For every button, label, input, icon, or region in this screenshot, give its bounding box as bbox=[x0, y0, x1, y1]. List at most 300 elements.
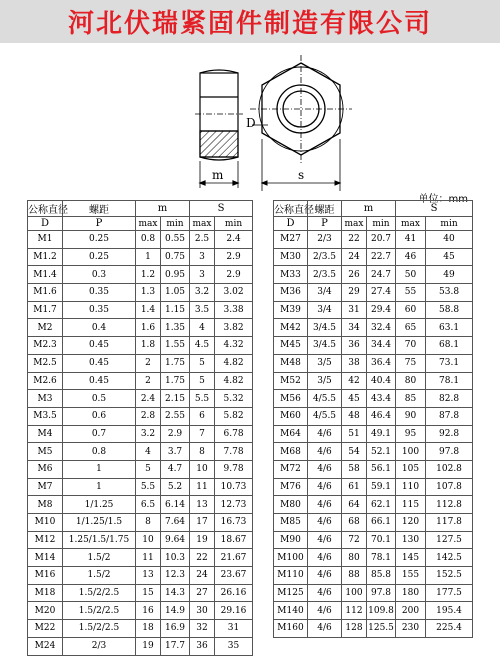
cell-s-max: 180 bbox=[396, 584, 426, 602]
cell-nominal-diameter: M90 bbox=[274, 531, 308, 549]
cell-pitch: 1 bbox=[63, 460, 136, 478]
cell-nominal-diameter: M5 bbox=[28, 443, 63, 461]
unit-label: 单位：mm bbox=[418, 194, 468, 205]
cell-m-min: 2.9 bbox=[161, 425, 190, 443]
cell-s-max: 60 bbox=[396, 301, 426, 319]
dim-m-label: m bbox=[212, 168, 224, 182]
cell-nominal-diameter: M20 bbox=[28, 602, 63, 620]
cell-s-max: 7 bbox=[190, 425, 215, 443]
cell-m-max: 29 bbox=[342, 284, 367, 302]
cell-s-max: 30 bbox=[190, 602, 215, 620]
cell-m-min: 14.3 bbox=[161, 584, 190, 602]
cell-s-min: 9.78 bbox=[215, 460, 253, 478]
cell-pitch: 4/5.5 bbox=[308, 407, 342, 425]
cell-m-max: 72 bbox=[342, 531, 367, 549]
table-row bbox=[274, 620, 473, 638]
cell-m-max: 2.8 bbox=[136, 407, 161, 425]
cell-m-min: 70.1 bbox=[367, 531, 396, 549]
cell-m-max: 1 bbox=[136, 248, 161, 266]
cell-pitch: 0.8 bbox=[63, 443, 136, 461]
col-D: D bbox=[28, 217, 63, 231]
cell-m-min: 7.64 bbox=[161, 514, 190, 532]
cell-m-min: 2.15 bbox=[161, 390, 190, 408]
cell-s-max: 27 bbox=[190, 584, 215, 602]
cell-m-max: 6.5 bbox=[136, 496, 161, 514]
cell-nominal-diameter: M48 bbox=[274, 354, 308, 372]
cell-pitch: 1.5/2/2.5 bbox=[63, 620, 136, 638]
cell-s-max: 130 bbox=[396, 531, 426, 549]
cell-s-min: 3.38 bbox=[215, 301, 253, 319]
col-pitch: 螺距 bbox=[63, 201, 136, 217]
cell-m-min: 32.4 bbox=[367, 319, 396, 337]
cell-s-min: 12.73 bbox=[215, 496, 253, 514]
cell-nominal-diameter: M36 bbox=[274, 284, 308, 302]
cell-s-max: 90 bbox=[396, 407, 426, 425]
table-row bbox=[28, 514, 253, 532]
col-m: m bbox=[342, 201, 396, 217]
cell-s-max: 41 bbox=[396, 231, 426, 249]
cell-m-max: 80 bbox=[342, 549, 367, 567]
table-row bbox=[28, 407, 253, 425]
cell-nominal-diameter: M14 bbox=[28, 549, 63, 567]
cell-m-max: 34 bbox=[342, 319, 367, 337]
company-banner bbox=[0, 0, 500, 43]
col-m-min: min bbox=[367, 217, 396, 231]
cell-m-min: 1.05 bbox=[161, 284, 190, 302]
cell-s-min: 2.9 bbox=[215, 248, 253, 266]
cell-m-max: 26 bbox=[342, 266, 367, 284]
cell-s-min: 68.1 bbox=[426, 337, 473, 355]
cell-m-max: 18 bbox=[136, 620, 161, 638]
cell-nominal-diameter: M10 bbox=[28, 514, 63, 532]
cell-m-max: 54 bbox=[342, 443, 367, 461]
table-row bbox=[274, 549, 473, 567]
cell-s-max: 6 bbox=[190, 407, 215, 425]
table-row bbox=[28, 443, 253, 461]
cell-m-min: 62.1 bbox=[367, 496, 396, 514]
cell-s-min: 49 bbox=[426, 266, 473, 284]
table-row bbox=[28, 460, 253, 478]
table-row bbox=[28, 284, 253, 302]
cell-pitch: 2/3 bbox=[308, 231, 342, 249]
col-nominal: 公称直径 bbox=[274, 201, 308, 217]
cell-s-max: 75 bbox=[396, 354, 426, 372]
cell-m-max: 88 bbox=[342, 567, 367, 585]
cell-m-min: 1.15 bbox=[161, 301, 190, 319]
cell-pitch: 0.35 bbox=[63, 301, 136, 319]
cell-m-min: 1.55 bbox=[161, 337, 190, 355]
cell-nominal-diameter: M1.7 bbox=[28, 301, 63, 319]
cell-s-max: 24 bbox=[190, 567, 215, 585]
cell-s-max: 3.5 bbox=[190, 301, 215, 319]
cell-s-min: 53.8 bbox=[426, 284, 473, 302]
cell-pitch: 0.6 bbox=[63, 407, 136, 425]
cell-pitch: 3/4 bbox=[308, 284, 342, 302]
cell-s-max: 3.2 bbox=[190, 284, 215, 302]
cell-pitch: 4/6 bbox=[308, 425, 342, 443]
cell-pitch: 0.45 bbox=[63, 354, 136, 372]
cell-m-max: 4 bbox=[136, 443, 161, 461]
table-row bbox=[274, 567, 473, 585]
cell-m-min: 5.2 bbox=[161, 478, 190, 496]
cell-s-max: 4 bbox=[190, 319, 215, 337]
table-row bbox=[28, 354, 253, 372]
cell-pitch: 4/5.5 bbox=[308, 390, 342, 408]
cell-nominal-diameter: M85 bbox=[274, 514, 308, 532]
cell-m-min: 4.7 bbox=[161, 460, 190, 478]
table-row bbox=[274, 602, 473, 620]
cell-pitch: 4/6 bbox=[308, 496, 342, 514]
cell-m-min: 22.7 bbox=[367, 248, 396, 266]
cell-pitch: 4/6 bbox=[308, 549, 342, 567]
table-row bbox=[28, 390, 253, 408]
cell-pitch: 3/4 bbox=[308, 301, 342, 319]
hex-nut-drawing bbox=[0, 43, 500, 193]
cell-pitch: 0.35 bbox=[63, 284, 136, 302]
table-row bbox=[274, 531, 473, 549]
cell-nominal-diameter: M160 bbox=[274, 620, 308, 638]
cell-m-min: 1.75 bbox=[161, 372, 190, 390]
table-row bbox=[274, 460, 473, 478]
cell-m-max: 128 bbox=[342, 620, 367, 638]
cell-m-min: 78.1 bbox=[367, 549, 396, 567]
cell-nominal-diameter: M30 bbox=[274, 248, 308, 266]
cell-pitch: 3/5 bbox=[308, 372, 342, 390]
table-row bbox=[28, 496, 253, 514]
cell-nominal-diameter: M6 bbox=[28, 460, 63, 478]
table-row bbox=[28, 567, 253, 585]
cell-m-max: 64 bbox=[342, 496, 367, 514]
cell-s-min: 6.78 bbox=[215, 425, 253, 443]
dim-D-label: D bbox=[246, 116, 256, 130]
cell-s-min: 142.5 bbox=[426, 549, 473, 567]
cell-m-min: 1.35 bbox=[161, 319, 190, 337]
cell-nominal-diameter: M7 bbox=[28, 478, 63, 496]
cell-pitch: 2/3.5 bbox=[308, 248, 342, 266]
cell-s-max: 95 bbox=[396, 425, 426, 443]
table-row bbox=[28, 602, 253, 620]
cell-pitch: 1.5/2/2.5 bbox=[63, 584, 136, 602]
cell-m-max: 1.8 bbox=[136, 337, 161, 355]
col-pitch: 螺距 bbox=[308, 201, 342, 217]
table-row bbox=[274, 443, 473, 461]
cell-nominal-diameter: M2.6 bbox=[28, 372, 63, 390]
cell-m-max: 8 bbox=[136, 514, 161, 532]
cell-s-max: 100 bbox=[396, 443, 426, 461]
cell-m-max: 24 bbox=[342, 248, 367, 266]
cell-s-min: 73.1 bbox=[426, 354, 473, 372]
cell-nominal-diameter: M80 bbox=[274, 496, 308, 514]
cell-m-max: 3.2 bbox=[136, 425, 161, 443]
cell-pitch: 1.5/2/2.5 bbox=[63, 602, 136, 620]
cell-s-max: 11 bbox=[190, 478, 215, 496]
dim-s-label: s bbox=[298, 168, 305, 182]
cell-s-max: 46 bbox=[396, 248, 426, 266]
cell-s-max: 13 bbox=[190, 496, 215, 514]
table-row bbox=[28, 531, 253, 549]
cell-m-min: 2.55 bbox=[161, 407, 190, 425]
cell-m-min: 0.95 bbox=[161, 266, 190, 284]
cell-s-min: 4.32 bbox=[215, 337, 253, 355]
cell-s-max: 5 bbox=[190, 372, 215, 390]
cell-nominal-diameter: M140 bbox=[274, 602, 308, 620]
cell-nominal-diameter: M2.3 bbox=[28, 337, 63, 355]
cell-nominal-diameter: M2 bbox=[28, 319, 63, 337]
table-row bbox=[274, 407, 473, 425]
cell-nominal-diameter: M68 bbox=[274, 443, 308, 461]
cell-pitch: 4/6 bbox=[308, 531, 342, 549]
cell-m-max: 2.4 bbox=[136, 390, 161, 408]
cell-pitch: 1/1.25 bbox=[63, 496, 136, 514]
table-row bbox=[274, 284, 473, 302]
cell-m-max: 2 bbox=[136, 354, 161, 372]
cell-m-max: 22 bbox=[342, 231, 367, 249]
cell-s-max: 2.5 bbox=[190, 231, 215, 249]
cell-s-min: 3.82 bbox=[215, 319, 253, 337]
cell-m-max: 38 bbox=[342, 354, 367, 372]
table-row bbox=[274, 248, 473, 266]
cell-pitch: 4/6 bbox=[308, 602, 342, 620]
cell-pitch: 2/3 bbox=[63, 637, 136, 655]
cell-s-min: 102.8 bbox=[426, 460, 473, 478]
cell-m-max: 36 bbox=[342, 337, 367, 355]
cell-s-max: 70 bbox=[396, 337, 426, 355]
company-name: 河北伏瑞紧固件制造有限公司 bbox=[67, 9, 432, 39]
cell-s-min: 58.8 bbox=[426, 301, 473, 319]
col-P: P bbox=[308, 217, 342, 231]
cell-m-max: 5 bbox=[136, 460, 161, 478]
cell-nominal-diameter: M1 bbox=[28, 231, 63, 249]
table-row bbox=[28, 620, 253, 638]
cell-nominal-diameter: M3 bbox=[28, 390, 63, 408]
cell-pitch: 3/4.5 bbox=[308, 337, 342, 355]
cell-pitch: 4/6 bbox=[308, 567, 342, 585]
cell-s-max: 8 bbox=[190, 443, 215, 461]
cell-s-min: 5.82 bbox=[215, 407, 253, 425]
table-row bbox=[274, 301, 473, 319]
cell-s-min: 35 bbox=[215, 637, 253, 655]
cell-m-min: 34.4 bbox=[367, 337, 396, 355]
cell-m-max: 10 bbox=[136, 531, 161, 549]
cell-m-max: 1.6 bbox=[136, 319, 161, 337]
cell-m-max: 100 bbox=[342, 584, 367, 602]
cell-nominal-diameter: M16 bbox=[28, 567, 63, 585]
cell-pitch: 0.5 bbox=[63, 390, 136, 408]
cell-nominal-diameter: M12 bbox=[28, 531, 63, 549]
cell-s-min: 26.16 bbox=[215, 584, 253, 602]
col-s-min: min bbox=[426, 217, 473, 231]
table-row bbox=[28, 584, 253, 602]
spec-table-left bbox=[27, 200, 253, 656]
cell-m-min: 10.3 bbox=[161, 549, 190, 567]
cell-pitch: 4/6 bbox=[308, 514, 342, 532]
cell-nominal-diameter: M27 bbox=[274, 231, 308, 249]
cell-nominal-diameter: M64 bbox=[274, 425, 308, 443]
cell-m-max: 58 bbox=[342, 460, 367, 478]
cell-s-max: 65 bbox=[396, 319, 426, 337]
col-P: P bbox=[63, 217, 136, 231]
cell-s-min: 78.1 bbox=[426, 372, 473, 390]
cell-m-min: 66.1 bbox=[367, 514, 396, 532]
cell-m-min: 6.14 bbox=[161, 496, 190, 514]
cell-s-max: 3 bbox=[190, 266, 215, 284]
cell-pitch: 4/6 bbox=[308, 620, 342, 638]
cell-m-min: 3.7 bbox=[161, 443, 190, 461]
cell-m-max: 61 bbox=[342, 478, 367, 496]
cell-m-min: 52.1 bbox=[367, 443, 396, 461]
cell-nominal-diameter: M125 bbox=[274, 584, 308, 602]
cell-m-min: 24.7 bbox=[367, 266, 396, 284]
table-row bbox=[28, 319, 253, 337]
table-row bbox=[28, 231, 253, 249]
cell-nominal-diameter: M1.6 bbox=[28, 284, 63, 302]
cell-m-max: 42 bbox=[342, 372, 367, 390]
cell-s-min: 117.8 bbox=[426, 514, 473, 532]
cell-m-min: 56.1 bbox=[367, 460, 396, 478]
cell-pitch: 0.25 bbox=[63, 248, 136, 266]
cell-s-max: 5 bbox=[190, 354, 215, 372]
cell-nominal-diameter: M110 bbox=[274, 567, 308, 585]
table-row bbox=[274, 266, 473, 284]
cell-s-min: 152.5 bbox=[426, 567, 473, 585]
cell-s-max: 50 bbox=[396, 266, 426, 284]
cell-pitch: 4/6 bbox=[308, 460, 342, 478]
cell-m-min: 12.3 bbox=[161, 567, 190, 585]
table-row bbox=[28, 549, 253, 567]
cell-m-min: 0.55 bbox=[161, 231, 190, 249]
cell-nominal-diameter: M42 bbox=[274, 319, 308, 337]
cell-m-max: 48 bbox=[342, 407, 367, 425]
cell-m-min: 40.4 bbox=[367, 372, 396, 390]
cell-nominal-diameter: M4 bbox=[28, 425, 63, 443]
col-m-min: min bbox=[161, 217, 190, 231]
cell-m-min: 97.8 bbox=[367, 584, 396, 602]
cell-s-max: 17 bbox=[190, 514, 215, 532]
cell-nominal-diameter: M39 bbox=[274, 301, 308, 319]
table-row bbox=[28, 425, 253, 443]
cell-s-min: 3.02 bbox=[215, 284, 253, 302]
cell-s-min: 2.4 bbox=[215, 231, 253, 249]
cell-m-min: 17.7 bbox=[161, 637, 190, 655]
cell-m-min: 9.64 bbox=[161, 531, 190, 549]
cell-s-min: 4.82 bbox=[215, 354, 253, 372]
cell-m-min: 14.9 bbox=[161, 602, 190, 620]
cell-s-max: 200 bbox=[396, 602, 426, 620]
cell-s-min: 29.16 bbox=[215, 602, 253, 620]
cell-s-max: 105 bbox=[396, 460, 426, 478]
cell-pitch: 0.25 bbox=[63, 231, 136, 249]
cell-nominal-diameter: M3.5 bbox=[28, 407, 63, 425]
table-row bbox=[28, 637, 253, 655]
cell-s-max: 55 bbox=[396, 284, 426, 302]
table-row bbox=[274, 231, 473, 249]
cell-s-max: 120 bbox=[396, 514, 426, 532]
cell-s-max: 22 bbox=[190, 549, 215, 567]
cell-nominal-diameter: M52 bbox=[274, 372, 308, 390]
cell-s-min: 225.4 bbox=[426, 620, 473, 638]
col-nominal: 公称直径 bbox=[28, 201, 63, 217]
cell-s-max: 110 bbox=[396, 478, 426, 496]
cell-s-min: 23.67 bbox=[215, 567, 253, 585]
cell-pitch: 0.3 bbox=[63, 266, 136, 284]
table-row bbox=[28, 301, 253, 319]
cell-nominal-diameter: M100 bbox=[274, 549, 308, 567]
cell-nominal-diameter: M33 bbox=[274, 266, 308, 284]
cell-s-max: 5.5 bbox=[190, 390, 215, 408]
cell-s-max: 4.5 bbox=[190, 337, 215, 355]
cell-m-max: 45 bbox=[342, 390, 367, 408]
cell-pitch: 1/1.25/1.5 bbox=[63, 514, 136, 532]
cell-m-max: 19 bbox=[136, 637, 161, 655]
cell-m-min: 85.8 bbox=[367, 567, 396, 585]
cell-s-max: 80 bbox=[396, 372, 426, 390]
col-s-max: max bbox=[396, 217, 426, 231]
cell-s-min: 92.8 bbox=[426, 425, 473, 443]
cell-m-min: 16.9 bbox=[161, 620, 190, 638]
cell-nominal-diameter: M24 bbox=[28, 637, 63, 655]
cell-s-min: 40 bbox=[426, 231, 473, 249]
cell-pitch: 0.45 bbox=[63, 372, 136, 390]
col-m-max: max bbox=[342, 217, 367, 231]
cell-pitch: 0.4 bbox=[63, 319, 136, 337]
cell-pitch: 2/3.5 bbox=[308, 266, 342, 284]
cell-m-max: 2 bbox=[136, 372, 161, 390]
cell-m-max: 15 bbox=[136, 584, 161, 602]
cell-nominal-diameter: M22 bbox=[28, 620, 63, 638]
cell-s-max: 36 bbox=[190, 637, 215, 655]
cell-pitch: 4/6 bbox=[308, 478, 342, 496]
col-s-min: min bbox=[215, 217, 253, 231]
cell-m-max: 51 bbox=[342, 425, 367, 443]
table-row bbox=[274, 496, 473, 514]
cell-m-min: 43.4 bbox=[367, 390, 396, 408]
col-m: m bbox=[136, 201, 190, 217]
cell-nominal-diameter: M18 bbox=[28, 584, 63, 602]
cell-pitch: 1.5/2 bbox=[63, 567, 136, 585]
cell-m-max: 112 bbox=[342, 602, 367, 620]
table-row bbox=[274, 337, 473, 355]
cell-pitch: 0.45 bbox=[63, 337, 136, 355]
table-row bbox=[28, 372, 253, 390]
cell-s-min: 112.8 bbox=[426, 496, 473, 514]
cell-nominal-diameter: M72 bbox=[274, 460, 308, 478]
cell-s-max: 230 bbox=[396, 620, 426, 638]
cell-s-min: 18.67 bbox=[215, 531, 253, 549]
cell-pitch: 0.7 bbox=[63, 425, 136, 443]
col-s: S bbox=[396, 201, 473, 217]
table-row bbox=[28, 478, 253, 496]
cell-s-min: 45 bbox=[426, 248, 473, 266]
cell-s-min: 4.82 bbox=[215, 372, 253, 390]
cell-nominal-diameter: M76 bbox=[274, 478, 308, 496]
col-m-max: max bbox=[136, 217, 161, 231]
table-row bbox=[274, 354, 473, 372]
cell-m-max: 68 bbox=[342, 514, 367, 532]
table-row bbox=[28, 248, 253, 266]
cell-s-min: 63.1 bbox=[426, 319, 473, 337]
cell-s-min: 107.8 bbox=[426, 478, 473, 496]
cell-s-min: 177.5 bbox=[426, 584, 473, 602]
table-row bbox=[274, 372, 473, 390]
cell-s-max: 85 bbox=[396, 390, 426, 408]
cell-s-min: 97.8 bbox=[426, 443, 473, 461]
cell-s-max: 3 bbox=[190, 248, 215, 266]
cell-pitch: 1.25/1.5/1.75 bbox=[63, 531, 136, 549]
cell-s-min: 87.8 bbox=[426, 407, 473, 425]
cell-nominal-diameter: M56 bbox=[274, 390, 308, 408]
cell-m-min: 46.4 bbox=[367, 407, 396, 425]
cell-pitch: 3/4.5 bbox=[308, 319, 342, 337]
